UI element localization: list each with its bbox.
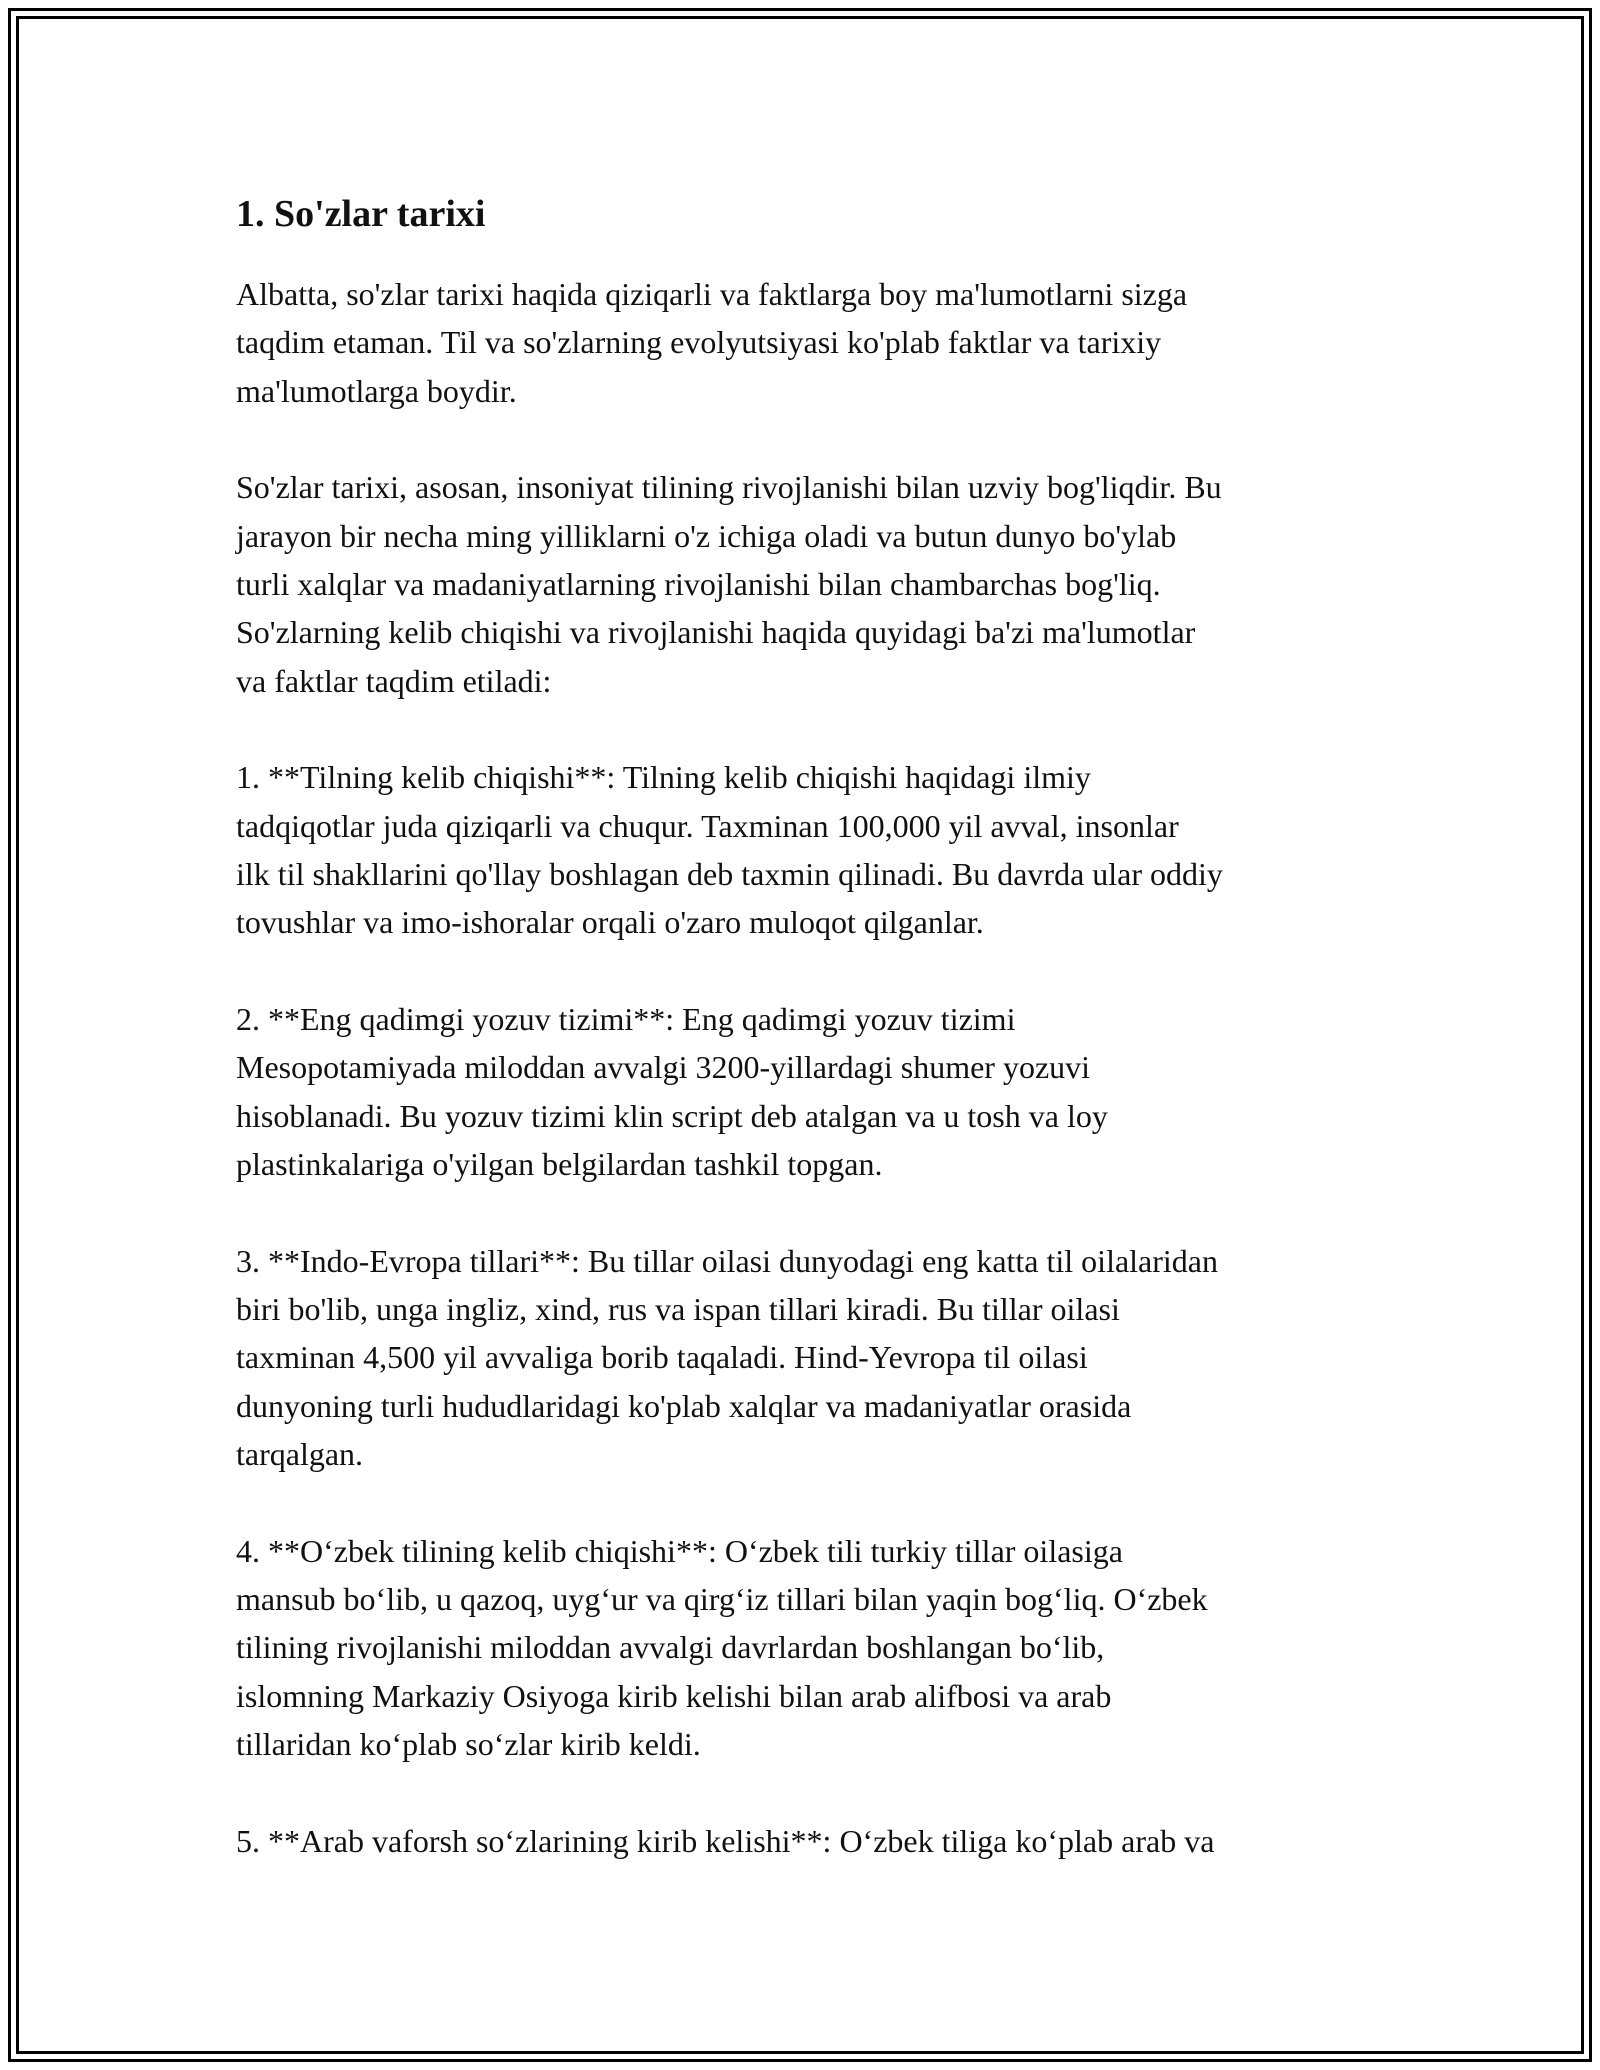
- overview-paragraph: So'zlar tarixi, asosan, insoniyat tilining rivojlanishi bilan uzviy bog'liqdir. Bu jarayon bir necha ming yilliklarni o'z ichiga oladi va butun dunyo bo'ylab turli xalqlar va madaniyatlarning rivojlanishi bilan chambarchas bog'liq. So'zlarning kelib chiqishi va rivojlanishi haqida quyidagi ba'zi ma'lumotlar va faktlar taqdim etiladi:: [236, 469, 1222, 699]
- section-heading: 1. So'zlar tarixi: [236, 193, 486, 235]
- list-item-2: 2. **Eng qadimgi yozuv tizimi**: Eng qadimgi yozuv tizimi Mesopotamiyada miloddan avvalgi 3200-yillardagi shumer yozuvi hisoblanadi. Bu yozuv tizimi klin script deb atalgan va u tosh va loy plastinkalariga o'yilgan belgilardan tashkil topgan.: [236, 1000, 1108, 1183]
- intro-paragraph: Albatta, so'zlar tarixi haqida qiziqarli va faktlarga boy ma'lumotlarni sizga taqdim etaman. Til va so'zlarning evolyutsiyasi ko'plab faktlar va tarixiy ma'lumotlarga boydir.: [236, 276, 1188, 409]
- list-item-1: 1. **Tilning kelib chiqishi**: Tilning kelib chiqishi haqidagi ilmiy tadqiqotlar juda qiziqarli va chuqur. Taxminan 100,000 yil avval, insonlar ilk til shakllarini qo'llay boshlagan deb taxmin qilinadi. Bu davrda ular oddiy tovushlar va imo-ishoralar orqali o'zaro muloqot qilganlar.: [236, 759, 1223, 941]
- list-item-5: 5. **Arab vaforsh so‘zlarining kirib kelishi**: O‘zbek tiliga ko‘plab arab va: [236, 1822, 1215, 1859]
- list-item-3: 3. **Indo-Evropa tillari**: Bu tillar oilasi dunyodagi eng katta til oilalaridan biri bo'lib, unga ingliz, xind, rus va ispan tillari kiradi. Bu tillar oilasi taxminan 4,500 yil avvaliga borib taqaladi. Hind-Yevropa til oilasi dunyoning turli hududlaridagi ko'plab xalqlar va madaniyatlar orasida tarqalgan.: [236, 1242, 1218, 1473]
- list-item-4: 4. **O‘zbek tilining kelib chiqishi**: O‘zbek tili turkiy tillar oilasiga mansub bo‘lib, u qazoq, uyg‘ur va qirg‘iz tillari bilan yaqin bog‘liq. O‘zbek tilining rivojlanishi miloddan avvalgi davrlardan boshlangan bo‘lib, islomning Markaziy Osiyoga kirib kelishi bilan arab alifbosi va arab tillaridan ko‘plab so‘zlar kirib keldi.: [236, 1532, 1208, 1763]
- document-body: [236, 186, 1376, 1913]
